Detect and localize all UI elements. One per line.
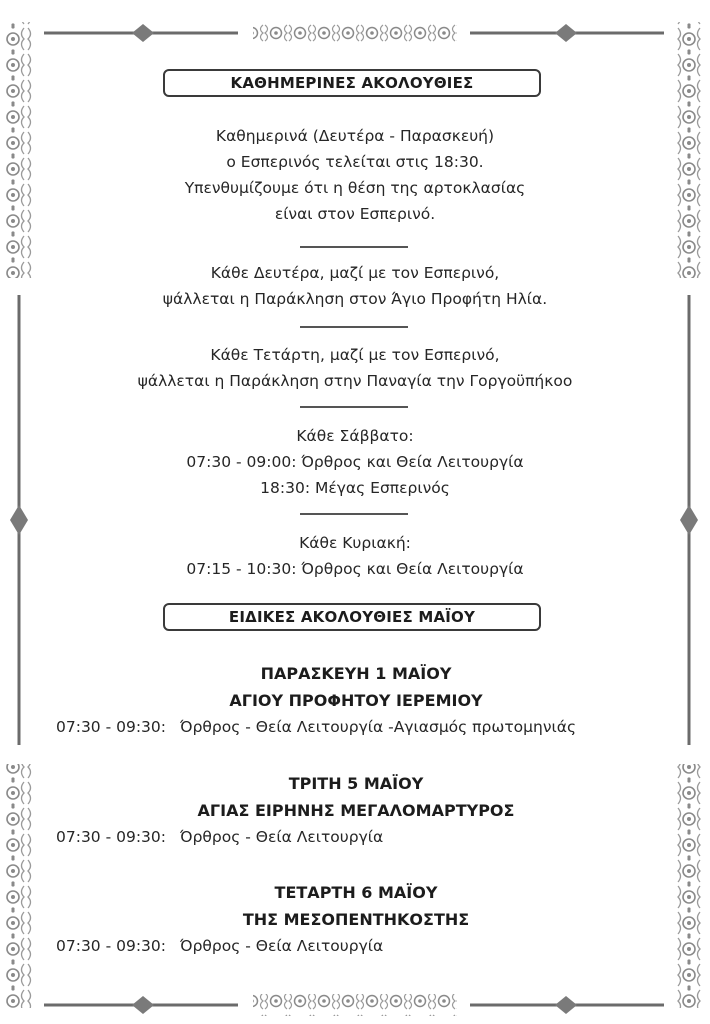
text-line: Κάθε Σάββατο:	[296, 427, 414, 445]
separator	[300, 513, 408, 515]
text-line: 07:30 - 09:00: Όρθρος και Θεία Λειτουργία	[186, 453, 524, 471]
event-service: Όρθρος - Θεία Λειτουργία	[180, 937, 384, 955]
separator	[300, 406, 408, 408]
text-line: είναι στον Εσπερινό.	[274, 205, 436, 223]
text-line: ψάλλεται η Παράκληση στον Άγιο Προφήτη Ηλία.	[162, 290, 548, 308]
sunday-block	[60, 530, 650, 582]
event-time: 07:30 - 09:30:	[56, 828, 167, 846]
monday-paraklesis-block	[60, 260, 650, 312]
weekday-vespers-block	[60, 123, 650, 227]
text-line: Καθημερινά (Δευτέρα - Παρασκευή)	[215, 127, 495, 145]
event-feast: ΤΗΣ ΜΕΣΟΠΕΝΤΗΚΟΣΤΗΣ	[242, 910, 470, 929]
separator	[300, 326, 408, 328]
special-event-1	[56, 660, 656, 741]
special-services-title: ΕΙΔΙΚΕΣ ΑΚΟΛΟΥΘΙΕΣ ΜΑΪΟΥ	[228, 608, 476, 626]
text-line: Κάθε Δευτέρα, μαζί με τον Εσπερινό,	[210, 264, 500, 282]
daily-services-header	[163, 69, 541, 97]
text-line: 18:30: Μέγας Εσπερινός	[260, 479, 450, 497]
separator	[300, 246, 408, 248]
event-feast: ΑΓΙΟΥ ΠΡΟΦΗΤΟΥ ΙΕΡΕΜΙΟΥ	[229, 691, 483, 710]
text-line: Υπενθυμίζουμε ότι η θέση της αρτοκλασίας	[184, 179, 526, 197]
text-line: ο Εσπερινός τελείται στις 18:30.	[226, 153, 484, 171]
daily-services-title: ΚΑΘΗΜΕΡΙΝΕΣ ΑΚΟΛΟΥΘΙΕΣ	[230, 74, 474, 92]
event-schedule-row	[56, 714, 656, 741]
text-line: 07:15 - 10:30: Όρθρος και Θεία Λειτουργία	[186, 560, 524, 578]
event-service: Όρθρος - Θεία Λειτουργία	[180, 828, 384, 846]
event-time: 07:30 - 09:30:	[56, 718, 167, 736]
saturday-block	[60, 423, 650, 501]
event-schedule-row	[56, 824, 656, 851]
event-day: ΠΑΡΑΣΚΕΥΗ 1 ΜΑΪΟΥ	[260, 664, 452, 683]
special-event-3	[56, 879, 656, 960]
event-schedule-row	[56, 933, 656, 960]
event-feast: ΑΓΙΑΣ ΕΙΡΗΝΗΣ ΜΕΓΑΛΟΜΑΡΤΥΡΟΣ	[197, 801, 515, 820]
event-day: ΤΡΙΤΗ 5 ΜΑΪΟΥ	[288, 774, 424, 793]
event-time: 07:30 - 09:30:	[56, 937, 167, 955]
special-event-2	[56, 770, 656, 851]
text-line: Κάθε Τετάρτη, μαζί με τον Εσπερινό,	[210, 346, 500, 364]
text-line: Κάθε Κυριακή:	[299, 534, 411, 552]
event-service: Όρθρος - Θεία Λειτουργία -Αγιασμός πρωτομηνιάς	[180, 718, 577, 736]
special-services-header	[163, 603, 541, 631]
wednesday-paraklesis-block	[60, 342, 650, 394]
text-line: ψάλλεται η Παράκληση στην Παναγία την Γοργοϋπήκοο	[137, 372, 573, 390]
event-day: ΤΕΤΑΡΤΗ 6 ΜΑΪΟΥ	[274, 883, 438, 902]
